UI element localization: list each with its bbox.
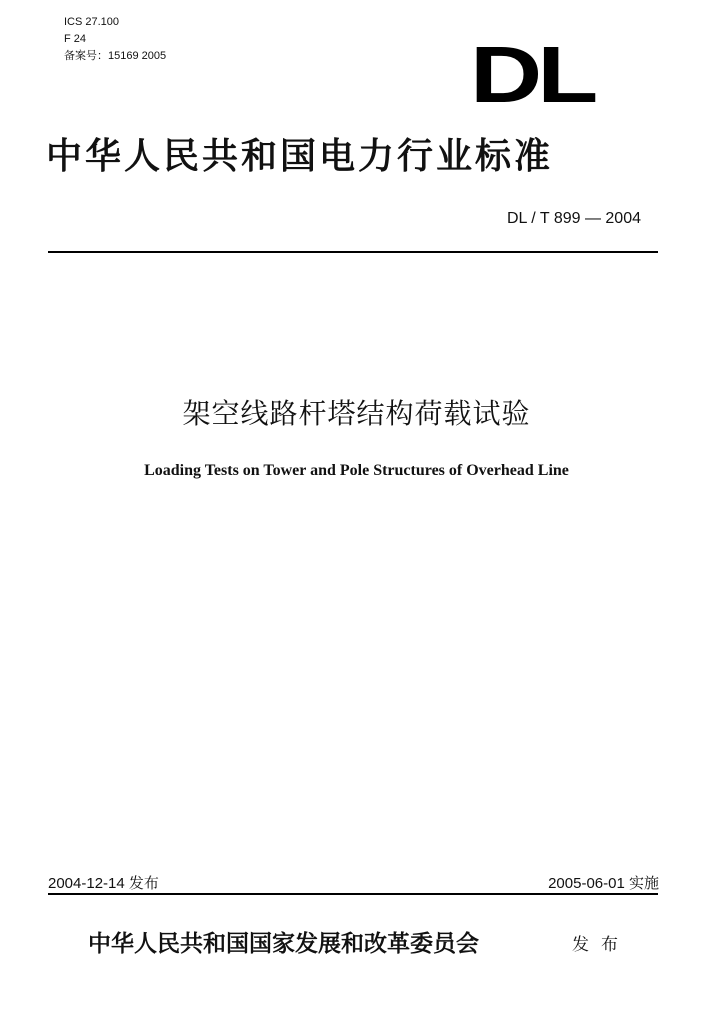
record-number: 备案号：15169 2005 (64, 50, 167, 62)
top-divider (48, 251, 658, 253)
document-title-en: Loading Tests on Tower and Pole Structures of Overhead Line (144, 462, 569, 479)
implementation-date: 2005-06-01 实施 (548, 875, 659, 892)
category-code: F 24 (64, 33, 87, 45)
metadata-block (64, 14, 166, 65)
dl-logo: DL (470, 30, 594, 119)
standard-number: DL / T 899 — 2004 (506, 210, 641, 227)
standard-series-title: 中华人民共和国电力行业标准 (46, 135, 554, 177)
document-title-cn: 架空线路杆塔结构荷载试验 (182, 397, 531, 430)
issue-label: 发布 (572, 935, 630, 955)
bottom-divider (48, 893, 658, 895)
ics-code: ICS 27.100 (64, 16, 120, 28)
issue-date: 2004-12-14 发布 (48, 875, 159, 892)
issuing-authority: 中华人民共和国国家发展和改革委员会 (88, 930, 479, 957)
